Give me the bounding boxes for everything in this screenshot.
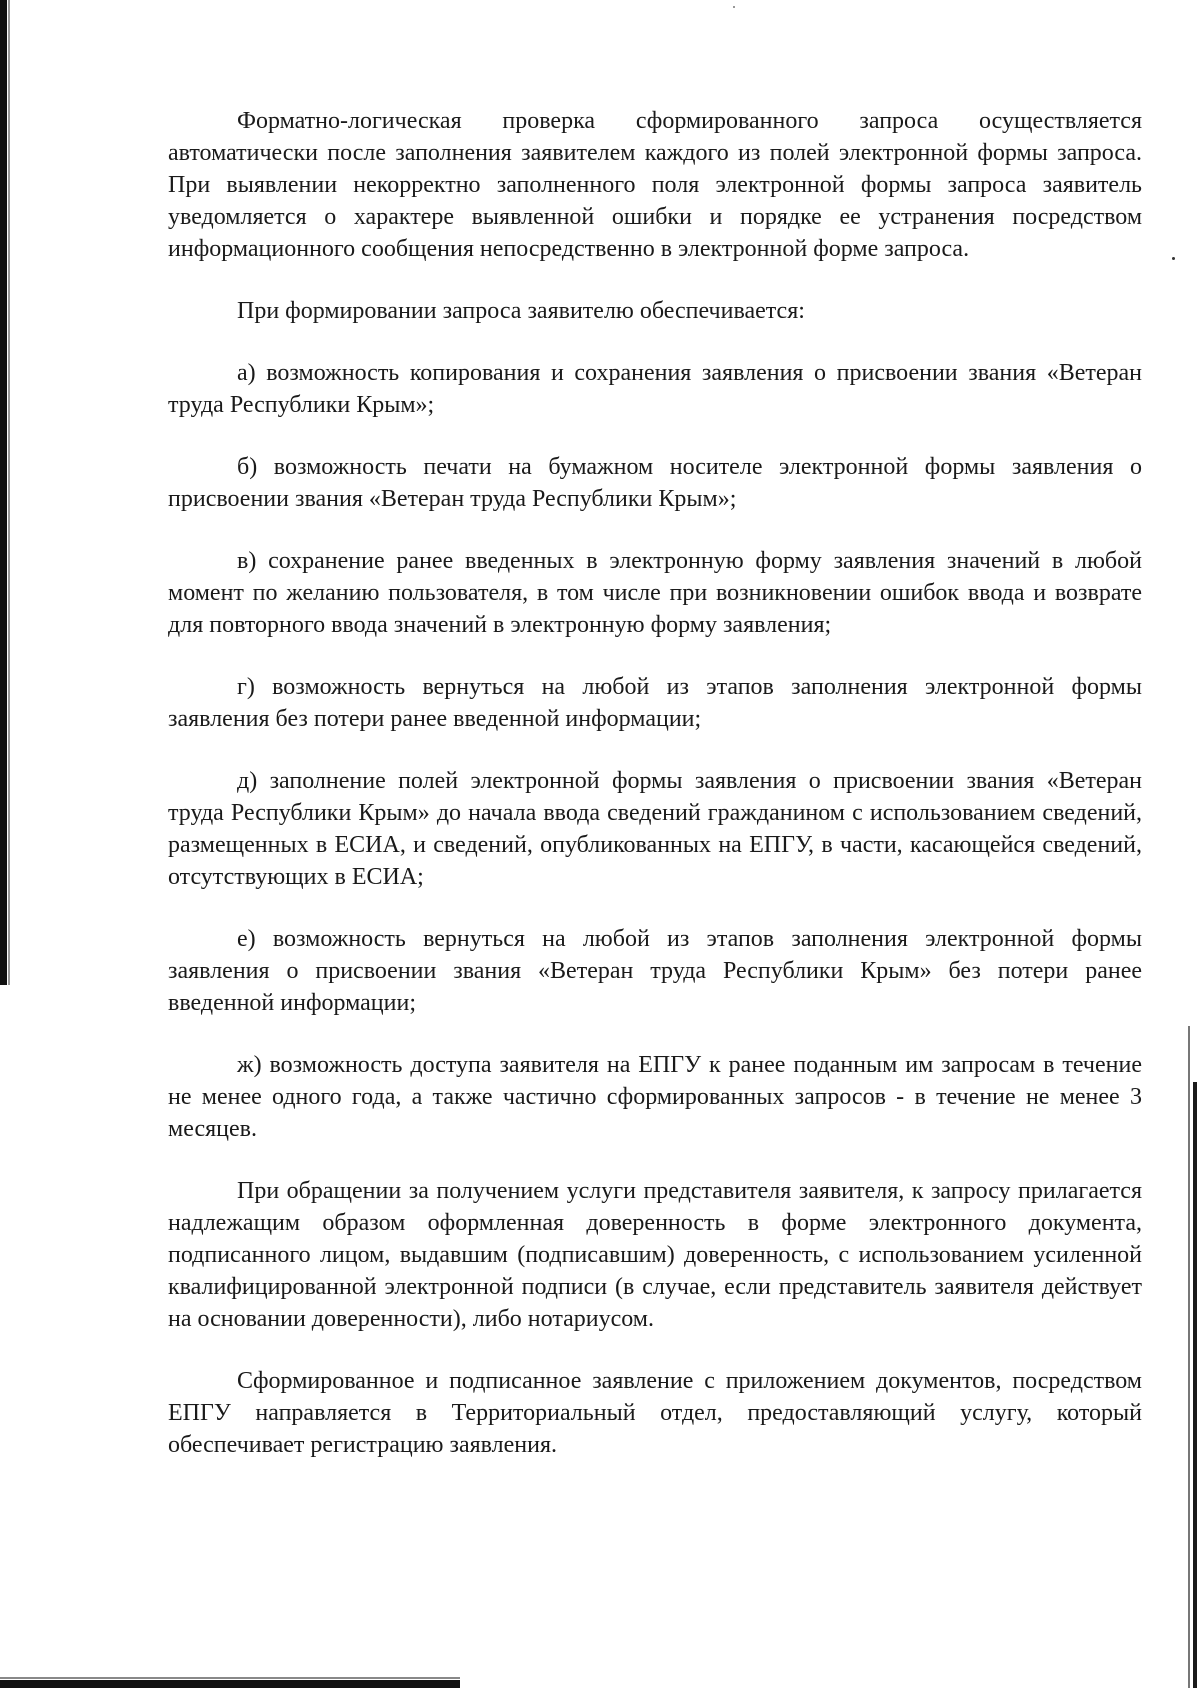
scan-edge-line-right bbox=[1188, 1026, 1190, 1688]
scan-edge-line-bottom bbox=[0, 1677, 460, 1679]
scan-edge-line-left bbox=[8, 0, 10, 985]
list-item-e: е) возможность вернуться на любой из этапов заполнения электронной формы заявления о присвоении звания «Ветеран труда Республики Крым» без потери ранее введенной информации; bbox=[168, 926, 1142, 1016]
scan-border-right bbox=[1193, 1082, 1197, 1688]
list-item-v: в) сохранение ранее введенных в электронную форму заявления значений в любой момент по желанию пользователя, в том числе при возникновении ошибок ввода и возврате для повторного ввода значений в электронную форму заявления; bbox=[168, 548, 1142, 638]
scan-border-bottom bbox=[0, 1680, 460, 1688]
list-item-a: а) возможность копирования и сохранения заявления о присвоении звания «Ветеран труда Республики Крым»; bbox=[168, 360, 1142, 418]
list-item-g: г) возможность вернуться на любой из этапов заполнения электронной формы заявления без потери ранее введенной информации; bbox=[168, 674, 1142, 732]
paragraph-format-check: Форматно-логическая проверка сформированного запроса осуществляется автоматически после заполнения заявителем каждого из полей электронной формы запроса. При выявлении некорректно заполненного поля электронной формы запроса заявитель уведомляется о характере выявленной ошибки и порядке ее устранения посредством информационного сообщения непосредственно в электронной форме запроса. bbox=[168, 108, 1142, 262]
document-body bbox=[168, 105, 1142, 1491]
paragraph-submission: Сформированное и подписанное заявление с приложением документов, посредством ЕПГУ направляется в Территориальный отдел, предоставляющий услугу, который обеспечивает регистрацию заявления. bbox=[168, 1368, 1142, 1458]
scan-border-left bbox=[0, 0, 7, 985]
list-item-d: д) заполнение полей электронной формы заявления о присвоении звания «Ветеран труда Республики Крым» до начала ввода сведений гражданином с использованием сведений, размещенных в ЕСИА, и сведений, опубликованных на ЕПГУ, в части, касающейся сведений, отсутствующих в ЕСИА; bbox=[168, 768, 1142, 890]
scan-speck bbox=[733, 6, 735, 8]
list-item-zh: ж) возможность доступа заявителя на ЕПГУ к ранее поданным им запросам в течение не менее одного года, а также частично сформированных запросов - в течение не менее 3 месяцев. bbox=[168, 1052, 1142, 1142]
scan-speck bbox=[1172, 257, 1175, 260]
paragraph-provisions-intro: При формировании запроса заявителю обеспечивается: bbox=[237, 298, 805, 324]
list-item-b: б) возможность печати на бумажном носителе электронной формы заявления о присвоении звания «Ветеран труда Республики Крым»; bbox=[168, 454, 1142, 512]
paragraph-representative: При обращении за получением услуги представителя заявителя, к запросу прилагается надлежащим образом оформленная доверенность в форме электронного документа, подписанного лицом, выдавшим (подписавшим) доверенность, с использованием усиленной квалифицированной электронной подписи (в случае, если представитель заявителя действует на основании доверенности), либо нотариусом. bbox=[168, 1178, 1142, 1332]
